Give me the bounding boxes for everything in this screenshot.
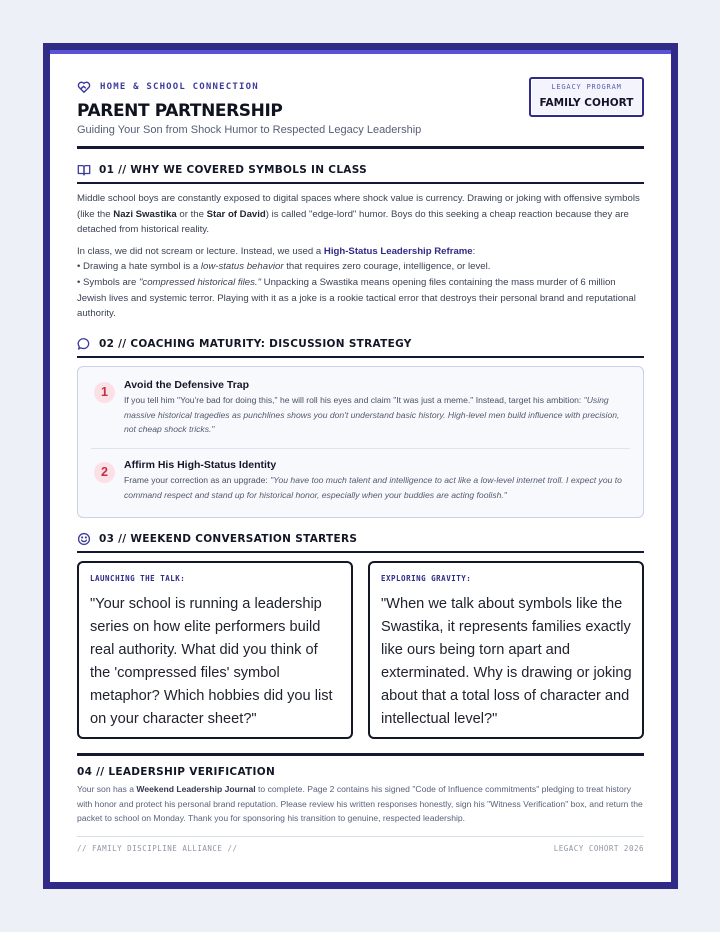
starter-quote: "When we talk about symbols like the Swastika, it represents families exactly like ours being torn apart and exterminated. Why is drawing or joking about that a total loss of character and intellectual level?" — [381, 595, 632, 727]
section-symbols — [77, 163, 644, 322]
kicker-label: HOME & SCHOOL CONNECTION — [100, 82, 259, 92]
speech-bubble-icon — [77, 337, 91, 351]
verification-paragraph — [77, 782, 644, 826]
starter-quote: "Your school is running a leadership series on how elite performers build real authority. What did you think of the 'compressed files' symbol metaphor? Which hobbies did you list on your character sheet?" — [90, 595, 333, 727]
coaching-step — [91, 367, 630, 449]
bullet-text: • Symbols are — [77, 276, 140, 288]
text-run: Frame your correction as an upgrade: — [124, 474, 271, 485]
text-run: In class, we did not scream or lecture. Instead, we used a — [77, 245, 324, 257]
section-coaching — [77, 337, 644, 518]
reframe-paragraph — [77, 244, 644, 322]
page-footer — [77, 836, 644, 853]
section-verification — [77, 753, 644, 826]
step-quote: "You have too much talent and intelligence to act like a low-level internet troll. I expect you to command respect and stand up for historical honor, especially when your buddies are acting foolish." — [124, 474, 622, 500]
section-title: 04 // LEADERSHIP VERIFICATION — [77, 765, 276, 778]
starter-card — [77, 561, 353, 739]
step-number-badge: 1 — [94, 382, 115, 403]
text-run: or the — [176, 208, 207, 220]
starter-label: LAUNCHING THE TALK: — [90, 573, 186, 583]
section-title: 02 // COACHING MATURITY: DISCUSSION STRATEGY — [99, 337, 412, 350]
text-run: ) is called "edge-lord" humor. Boys do this seeking a cheap reaction because they are detached from historical reality. — [77, 208, 629, 236]
bullet-text: • Drawing a hate symbol is a — [77, 261, 201, 273]
footer-right: LEGACY COHORT 2026 — [553, 844, 644, 853]
step-number-badge: 2 — [94, 462, 115, 483]
step-body — [124, 473, 630, 503]
section-title: 03 // WEEKEND CONVERSATION STARTERS — [99, 532, 358, 545]
italic-term: "compressed historical files." — [139, 276, 261, 288]
page-title: PARENT PARTNERSHIP — [77, 101, 283, 121]
step-title: Affirm His High-Status Identity — [124, 458, 277, 471]
bullet-text: that requires zero courage, intelligence, or level. — [283, 261, 491, 273]
italic-term: low-status behavior — [200, 261, 284, 273]
cohort-badge — [529, 77, 644, 117]
newsletter-header — [77, 50, 644, 149]
text-run: Middle school boys are constantly exposed to digital spaces where shock value is currency. Drawing or joking with offensive symbols (like the — [77, 193, 640, 220]
section-title: 01 // WHY WE COVERED SYMBOLS IN CLASS — [99, 164, 367, 176]
section-starters — [77, 532, 644, 739]
step-title: Avoid the Defensive Trap — [124, 378, 250, 391]
step-body — [124, 393, 630, 437]
section-header — [77, 163, 644, 184]
bold-term: Star of David — [206, 208, 266, 220]
bold-term: Weekend Leadership Journal — [136, 783, 256, 794]
starter-cards — [77, 561, 644, 739]
smiley-icon — [77, 532, 91, 546]
text-run: to complete. Page 2 contains his signed "Code of Influence commitments" pledging to treat history with honor and protect his personal brand reputation. Please review his written responses honestly, sign his "Witness Verification" box, and return the packet to school on Monday. Thank you for sponsoring his transition to genuine, respected leadership. — [77, 783, 643, 824]
open-book-icon — [77, 163, 91, 177]
page-subtitle: Guiding Your Son from Shock Humor to Respected Legacy Leadership — [77, 124, 422, 136]
text-run: Your son has a — [77, 783, 137, 794]
text-run: If you tell him "You're bad for doing this," he will roll his eyes and claim "It was just a meme." Instead, target his ambition: — [124, 394, 584, 405]
cohort-badge-small: LEGACY PROGRAM — [551, 83, 622, 91]
starter-card — [368, 561, 644, 739]
bullet-text: Unpacking a Swastika means opening files containing the mass murder of 6 million Jewish lives and systemic terror. Playing with it as a joke is a rookie tactical error that destroys their personal brand and reputational authority. — [77, 276, 636, 320]
section-header — [77, 337, 644, 358]
text-run: : — [472, 245, 476, 257]
page-frame — [43, 43, 678, 889]
bold-term: Nazi Swastika — [113, 208, 177, 220]
coaching-step — [91, 449, 630, 503]
intro-paragraph — [77, 191, 644, 238]
newsletter-page — [50, 50, 671, 882]
step-quote: "Using massive historical tragedies as punchlines shows you don't understand basic history. High-level men build influence with precision, not cheap shock tricks." — [124, 394, 620, 435]
footer-left: // FAMILY DISCIPLINE ALLIANCE // — [77, 844, 238, 853]
accent-term: High-Status Leadership Reframe — [323, 245, 473, 257]
heart-hands-icon — [77, 80, 91, 94]
coaching-card — [77, 366, 644, 518]
starter-label: EXPLORING GRAVITY: — [381, 573, 472, 583]
cohort-badge-title: FAMILY COHORT — [539, 97, 634, 109]
section-header — [77, 532, 644, 553]
